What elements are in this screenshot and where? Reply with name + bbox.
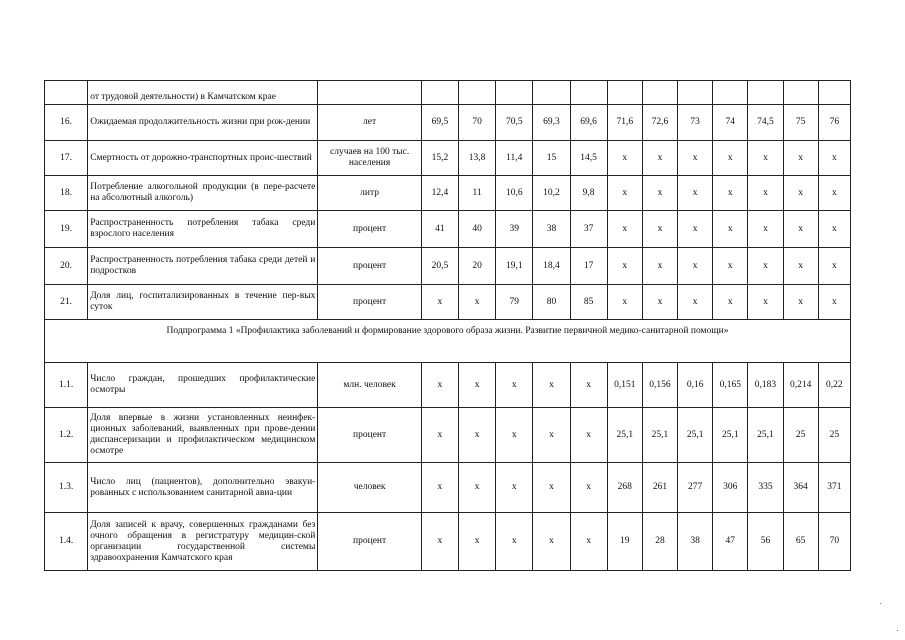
value-cell: х (783, 141, 818, 176)
value-cell: х (642, 248, 677, 285)
value-cell: 71,6 (607, 105, 642, 141)
value-cell: х (607, 176, 642, 211)
value-cell: 0,16 (678, 363, 713, 408)
row-number-cell: 1.2. (45, 408, 88, 463)
value-cell: 79 (496, 285, 533, 320)
value-cell: х (607, 141, 642, 176)
row-number-cell: 17. (45, 141, 88, 176)
indicator-name-cell: Доля записей к врачу, совершенных гражданами без очного обращения в регистратуру медицин-ской организации государственной системы здравоохранения Камчатского края (88, 513, 318, 571)
row-number-cell: 21. (45, 285, 88, 320)
value-cell: 28 (642, 513, 677, 571)
indicator-name-cell: Ожидаемая продолжительность жизни при рож-дении (88, 105, 318, 141)
indicator-row (45, 513, 851, 571)
value-cell: х (421, 463, 458, 513)
value-cell: 10,6 (496, 176, 533, 211)
value-cell: 20 (459, 248, 496, 285)
value-cell: х (783, 285, 818, 320)
value-cell: х (678, 176, 713, 211)
value-cell: 76 (818, 105, 850, 141)
value-cell: х (496, 363, 533, 408)
value-cell: х (642, 176, 677, 211)
value-cell: х (783, 211, 818, 248)
value-cell: 306 (713, 463, 748, 513)
value-cell: 0,183 (748, 363, 783, 408)
continuation-row (45, 81, 851, 105)
value-cell: х (713, 285, 748, 320)
value-cell: х (533, 408, 570, 463)
value-cell: х (533, 363, 570, 408)
unit-cell: процент (318, 513, 422, 571)
indicator-row (45, 248, 851, 285)
value-cell (459, 81, 496, 105)
value-cell: х (459, 463, 496, 513)
unit-cell: литр (318, 176, 422, 211)
value-cell: 18,4 (533, 248, 570, 285)
value-cell: х (713, 141, 748, 176)
unit-cell: процент (318, 408, 422, 463)
value-cell: х (421, 285, 458, 320)
indicator-row (45, 363, 851, 408)
value-cell: 19 (607, 513, 642, 571)
value-cell: х (783, 176, 818, 211)
value-cell: х (713, 211, 748, 248)
value-cell: 11,4 (496, 141, 533, 176)
indicator-name-cell: Доля лиц, госпитализированных в течение пер-вых суток (88, 285, 318, 320)
value-cell: х (748, 248, 783, 285)
value-cell: 74,5 (748, 105, 783, 141)
value-cell (533, 81, 570, 105)
value-cell: 70,5 (496, 105, 533, 141)
value-cell: 73 (678, 105, 713, 141)
value-cell: 69,6 (570, 105, 607, 141)
value-cell: 25,1 (678, 408, 713, 463)
value-cell: 47 (713, 513, 748, 571)
value-cell: 15 (533, 141, 570, 176)
value-cell: х (748, 176, 783, 211)
indicator-name-cell: Потребление алкогольной продукции (в пере-расчете на абсолютный алкоголь) (88, 176, 318, 211)
value-cell: 20,5 (421, 248, 458, 285)
indicator-row (45, 176, 851, 211)
value-cell: 364 (783, 463, 818, 513)
value-cell: 85 (570, 285, 607, 320)
value-cell (421, 81, 458, 105)
value-cell: х (607, 211, 642, 248)
value-cell: х (678, 248, 713, 285)
indicator-name-cell: Распространенность потребления табака среди детей и подростков (88, 248, 318, 285)
value-cell: 69,5 (421, 105, 458, 141)
value-cell (783, 81, 818, 105)
value-cell: х (818, 211, 850, 248)
value-cell: 371 (818, 463, 850, 513)
value-cell: 37 (570, 211, 607, 248)
value-cell: 74 (713, 105, 748, 141)
value-cell: 25,1 (607, 408, 642, 463)
value-cell: 15,2 (421, 141, 458, 176)
value-cell: 0,22 (818, 363, 850, 408)
row-number-cell: 16. (45, 105, 88, 141)
value-cell (570, 81, 607, 105)
value-cell: х (570, 513, 607, 571)
value-cell: х (533, 463, 570, 513)
value-cell: х (678, 211, 713, 248)
value-cell: 80 (533, 285, 570, 320)
row-number-cell: 1.1. (45, 363, 88, 408)
unit-cell: процент (318, 285, 422, 320)
value-cell: 65 (783, 513, 818, 571)
value-cell: 25,1 (713, 408, 748, 463)
value-cell: 25 (818, 408, 850, 463)
row-number-cell: 20. (45, 248, 88, 285)
value-cell: х (496, 463, 533, 513)
value-cell (713, 81, 748, 105)
value-cell: х (421, 513, 458, 571)
value-cell: х (783, 248, 818, 285)
value-cell (818, 81, 850, 105)
indicator-row (45, 141, 851, 176)
value-cell: 9,8 (570, 176, 607, 211)
value-cell: х (421, 408, 458, 463)
indicators-table (44, 80, 851, 571)
subprogram-title: Подпрограмма 1 «Профилактика заболеваний и формирование здорового образа жизни. Развитие первичной медико-санитарной помощи» (45, 320, 851, 363)
row-number-cell: 1.4. (45, 513, 88, 571)
value-cell: х (570, 408, 607, 463)
value-cell: 25,1 (748, 408, 783, 463)
value-cell: 39 (496, 211, 533, 248)
value-cell (496, 81, 533, 105)
value-cell: 0,156 (642, 363, 677, 408)
indicator-row (45, 408, 851, 463)
value-cell: х (748, 141, 783, 176)
value-cell: х (713, 248, 748, 285)
indicator-name-cell: Число граждан, прошедших профилактические осмотры (88, 363, 318, 408)
value-cell: 69,3 (533, 105, 570, 141)
value-cell: х (678, 141, 713, 176)
row-number-cell: 1.3. (45, 463, 88, 513)
value-cell (748, 81, 783, 105)
value-cell: 41 (421, 211, 458, 248)
value-cell: 38 (678, 513, 713, 571)
value-cell: х (642, 285, 677, 320)
row-number-cell: 19. (45, 211, 88, 248)
value-cell: 277 (678, 463, 713, 513)
indicator-row (45, 105, 851, 141)
value-cell: 335 (748, 463, 783, 513)
value-cell: 11 (459, 176, 496, 211)
value-cell: 25 (783, 408, 818, 463)
indicator-name-cell: Смертность от дорожно-транспортных проис-шествий (88, 141, 318, 176)
value-cell (607, 81, 642, 105)
value-cell: х (496, 513, 533, 571)
value-cell: 75 (783, 105, 818, 141)
value-cell: 25,1 (642, 408, 677, 463)
value-cell: х (678, 285, 713, 320)
value-cell: х (570, 363, 607, 408)
value-cell: х (748, 285, 783, 320)
value-cell: х (533, 513, 570, 571)
indicator-name-cell: от трудовой деятельности) в Камчатском крае (88, 81, 318, 105)
value-cell: 0,151 (607, 363, 642, 408)
unit-cell: млн. человек (318, 363, 422, 408)
value-cell: 19,1 (496, 248, 533, 285)
unit-cell (318, 81, 422, 105)
value-cell: х (607, 285, 642, 320)
unit-cell: процент (318, 248, 422, 285)
value-cell: 13,8 (459, 141, 496, 176)
indicator-row (45, 463, 851, 513)
value-cell: х (570, 463, 607, 513)
scan-speck (897, 630, 898, 631)
value-cell: 38 (533, 211, 570, 248)
value-cell: х (818, 176, 850, 211)
value-cell: 40 (459, 211, 496, 248)
table-body (45, 81, 851, 571)
unit-cell: случаев на 100 тыс. населения (318, 141, 422, 176)
value-cell: 12,4 (421, 176, 458, 211)
indicator-row (45, 285, 851, 320)
value-cell: х (607, 248, 642, 285)
scan-speck (880, 603, 881, 604)
row-number-cell: 18. (45, 176, 88, 211)
value-cell: 10,2 (533, 176, 570, 211)
subprogram-row (45, 320, 851, 363)
value-cell: х (459, 363, 496, 408)
value-cell: х (496, 408, 533, 463)
unit-cell: человек (318, 463, 422, 513)
value-cell: 70 (459, 105, 496, 141)
row-number-cell (45, 81, 88, 105)
value-cell: х (818, 141, 850, 176)
value-cell: 261 (642, 463, 677, 513)
unit-cell: процент (318, 211, 422, 248)
value-cell: 70 (818, 513, 850, 571)
value-cell: 268 (607, 463, 642, 513)
unit-cell: лет (318, 105, 422, 141)
value-cell: х (818, 285, 850, 320)
value-cell: х (642, 141, 677, 176)
value-cell: х (421, 363, 458, 408)
indicator-name-cell: Доля впервые в жизни установленных неинфек-ционных заболеваний, выявленных при прове-дении диспансеризации и профилактическом медицинском осмотре (88, 408, 318, 463)
value-cell: 56 (748, 513, 783, 571)
value-cell: х (459, 285, 496, 320)
value-cell: х (459, 408, 496, 463)
indicator-name-cell: Распространенность потребления табака среди взрослого населения (88, 211, 318, 248)
value-cell: 17 (570, 248, 607, 285)
value-cell: 0,214 (783, 363, 818, 408)
value-cell: х (713, 176, 748, 211)
value-cell: 14,5 (570, 141, 607, 176)
value-cell: х (642, 211, 677, 248)
value-cell: х (818, 248, 850, 285)
value-cell: 0,165 (713, 363, 748, 408)
value-cell (678, 81, 713, 105)
indicator-row (45, 211, 851, 248)
value-cell: 72,6 (642, 105, 677, 141)
value-cell (642, 81, 677, 105)
value-cell: х (459, 513, 496, 571)
indicator-name-cell: Число лиц (пациентов), дополнительно эвакуи-рованных с использованием санитарной авиа-ции (88, 463, 318, 513)
value-cell: х (748, 211, 783, 248)
